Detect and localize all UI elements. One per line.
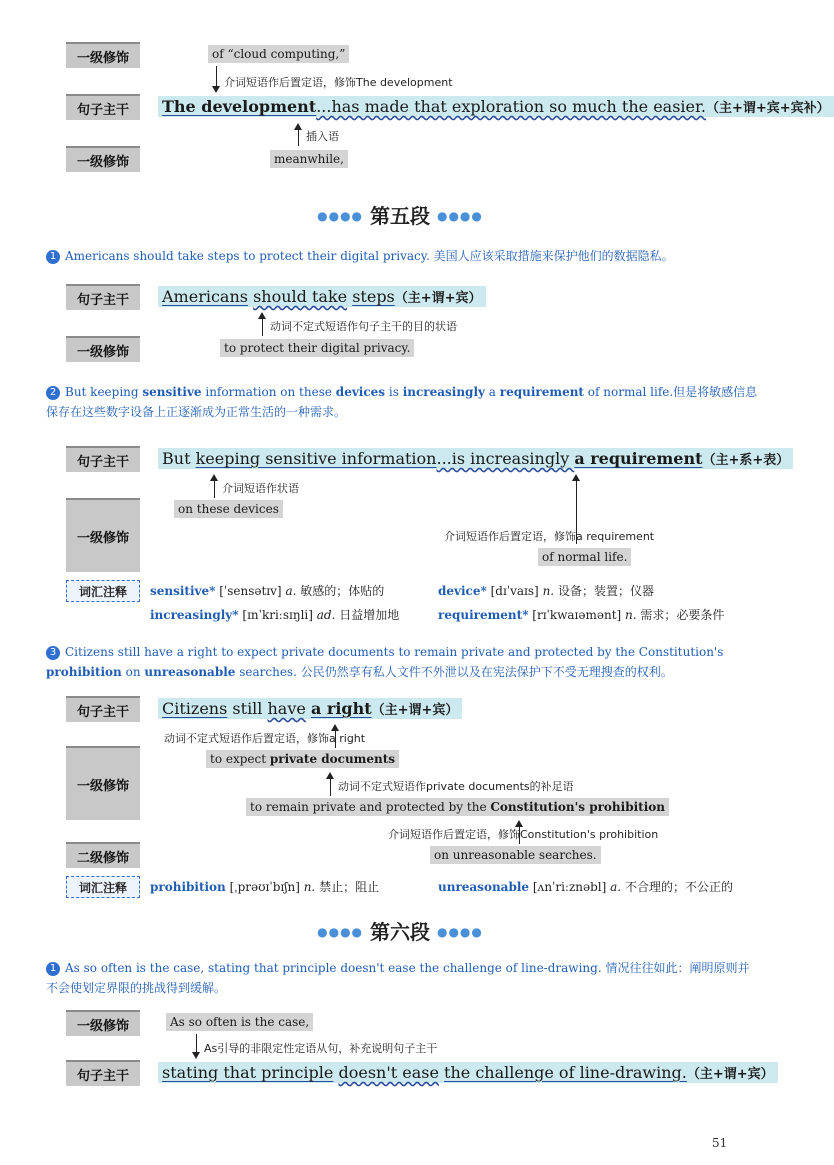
main-clause-sentence xyxy=(158,698,462,719)
modifier-as-so-often: As so often is the case, xyxy=(166,1013,313,1031)
modifier-of-normal-life: of normal life. xyxy=(538,548,631,566)
sentence-chinese: 情况往往如此：阐明原则并不 xyxy=(46,961,750,995)
label-main-clause: 句子主干 xyxy=(66,284,140,310)
sentence-1 xyxy=(46,958,760,998)
note-complement: 动词不定式短语作private documents的补足语 xyxy=(338,780,574,793)
vocab-word: requirement xyxy=(438,608,523,622)
vocab-pos: ad. xyxy=(316,608,336,622)
vocab-entry xyxy=(438,606,724,623)
main-clause-sentence xyxy=(158,1062,778,1083)
predicate: doesn't ease xyxy=(338,1063,439,1082)
decor-dots-right: ●●●● xyxy=(436,925,483,939)
conjunction: But xyxy=(162,449,196,468)
keyword: sensitive xyxy=(142,385,202,399)
keyword: devices xyxy=(335,385,386,399)
arrow-line xyxy=(298,128,299,146)
predicate: ...is increasingly xyxy=(436,449,575,468)
vocab-word: prohibition xyxy=(150,880,226,894)
label-first-level-modifier: 一级修饰 xyxy=(66,1010,140,1036)
label-main-clause: 句子主干 xyxy=(66,446,140,472)
keyword: prohibition xyxy=(46,665,122,679)
vocab-entry xyxy=(438,582,654,599)
modifier-of-cloud-computing: of “cloud computing,” xyxy=(208,45,349,63)
sentence-2 xyxy=(46,382,760,422)
sentence-english: Americans should take steps to protect their digital privacy. xyxy=(65,249,430,263)
vocab-definition: 不合理的；不公正的 xyxy=(624,880,733,894)
keyword: Constitution's prohibition xyxy=(490,800,665,814)
text-fragment: on xyxy=(121,665,145,679)
vocab-pos: a. xyxy=(285,584,297,598)
decor-dots-left: ●●●● xyxy=(317,925,364,939)
arrow-down-icon xyxy=(192,1052,200,1059)
modifier-on-these-devices: on these devices xyxy=(174,500,283,518)
vocab-mark: * xyxy=(480,584,487,598)
sentence-pattern: （主+谓+宾+宾补） xyxy=(705,101,830,116)
predicate: ...has made that exploration so much the easier. xyxy=(316,97,706,116)
object: steps xyxy=(352,287,395,306)
adverb: still xyxy=(232,699,268,718)
arrow-line xyxy=(196,1034,197,1054)
vocab-ipa: [rɪˈkwaɪəmənt] xyxy=(532,608,622,622)
sentence-chinese: 公民仍然享有私人文件不外泄以及在宪法保护下不受无理搜查的权利。 xyxy=(300,665,673,679)
note-adverbial: 介词短语作状语 xyxy=(222,482,299,495)
vocab-pos: n. xyxy=(303,880,316,894)
vocab-entry xyxy=(150,606,399,623)
main-clause-sentence xyxy=(158,286,486,307)
text-fragment: information on these xyxy=(201,385,336,399)
vocab-pos: n. xyxy=(542,584,555,598)
main-clause-sentence xyxy=(158,96,834,117)
text-fragment: is xyxy=(385,385,403,399)
label-first-level-modifier: 一级修饰 xyxy=(66,746,140,820)
vocab-entry xyxy=(150,582,384,599)
vocab-word: sensitive xyxy=(150,584,210,598)
text-fragment: But keeping xyxy=(65,385,143,399)
label-first-level-modifier: 一级修饰 xyxy=(66,498,140,572)
keyword: requirement xyxy=(499,385,584,399)
note-parenthesis: 插入语 xyxy=(306,130,339,143)
subject: keeping sensitive information xyxy=(195,449,437,468)
label-second-level-modifier: 二级修饰 xyxy=(66,842,140,868)
object: the challenge of line-drawing. xyxy=(444,1063,687,1082)
vocab-entry xyxy=(150,878,379,895)
subject: The development xyxy=(162,97,317,116)
subject: Citizens xyxy=(162,699,228,718)
section-6-heading xyxy=(0,916,800,945)
vocab-ipa: [dɪˈvaɪs] xyxy=(490,584,539,598)
text-fragment: Citizens still have a right to expect private documents to remain private and protected by the Constitution's xyxy=(65,645,724,659)
note-postmodifier: 介词短语作后置定语，修饰a requirement xyxy=(444,530,655,543)
text-fragment: to expect xyxy=(210,752,270,766)
text-fragment: searches. xyxy=(235,665,297,679)
vocab-entry xyxy=(438,878,733,895)
vocab-ipa: [ˈsensətɪv] xyxy=(219,584,282,598)
sentence-chinese: 美国人应该采取措施来保护他们的数据隐私。 xyxy=(433,249,674,263)
arrow-line xyxy=(214,480,215,498)
section-5-heading xyxy=(0,200,800,229)
keyword: unreasonable xyxy=(144,665,236,679)
label-first-level-modifier: 一级修饰 xyxy=(66,336,140,362)
predicate: should take xyxy=(253,287,348,306)
label-main-clause: 句子主干 xyxy=(66,1060,140,1086)
label-first-level-modifier: 一级修饰 xyxy=(66,42,140,68)
vocab-mark: * xyxy=(209,584,216,598)
vocab-definition: 禁止；阻止 xyxy=(319,880,380,894)
object: a right xyxy=(310,699,372,718)
note-purpose-adverbial: 动词不定式短语作句子主干的目的状语 xyxy=(270,320,457,333)
vocab-definition: 需求；必要条件 xyxy=(640,608,725,622)
vocab-ipa: [ˌprəʊɪˈbɪʃn] xyxy=(229,880,300,894)
vocab-word: unreasonable xyxy=(438,880,530,894)
vocab-ipa: [ʌnˈriːznəbl] xyxy=(532,880,607,894)
decor-dots-left: ●●●● xyxy=(317,209,364,223)
vocab-definition: 日益增加地 xyxy=(339,608,400,622)
vocab-pos: a. xyxy=(610,880,622,894)
text-fragment: to remain private and protected by the xyxy=(250,800,491,814)
decor-dots-right: ●●●● xyxy=(436,209,483,223)
vocab-word: increasingly xyxy=(150,608,233,622)
note-postmodifier: 介词短语作后置定语，修饰The development xyxy=(224,76,453,89)
modifier-to-remain xyxy=(246,798,669,816)
sentence-number-badge: 1 xyxy=(46,962,60,976)
predicative: a requirement xyxy=(574,449,703,468)
vocab-definition: 设备；装置；仪器 xyxy=(557,584,654,598)
modifier-on-unreasonable-searches: on unreasonable searches. xyxy=(430,846,601,864)
text-fragment: a xyxy=(484,385,500,399)
modifier-meanwhile: meanwhile, xyxy=(270,150,348,168)
label-vocabulary: 词汇注释 xyxy=(66,580,140,602)
sentence-number-badge: 3 xyxy=(46,646,60,660)
main-clause-sentence xyxy=(158,448,793,469)
arrow-down-icon xyxy=(212,86,220,93)
note-postmodifier: 动词不定式短语作后置定语，修饰a right xyxy=(164,732,366,745)
sentence-pattern: （主+系+表） xyxy=(702,453,790,468)
sentence-chinese: 但是将敏感信息保存在这些数字设备上正逐渐成为正常生活的一种需求。 xyxy=(46,385,758,419)
note-postmodifier: 介词短语作后置定语，修饰Constitution's prohibition xyxy=(388,828,659,841)
predicate: have xyxy=(267,699,306,718)
sentence-1 xyxy=(46,246,756,266)
vocab-ipa: [ɪnˈkriːsɪŋli] xyxy=(242,608,313,622)
vocab-word: device xyxy=(438,584,481,598)
vocab-mark: * xyxy=(232,608,239,622)
vocab-mark: * xyxy=(522,608,529,622)
modifier-to-protect: to protect their digital privacy. xyxy=(220,339,414,357)
keyword: increasingly xyxy=(402,385,485,399)
sentence-number-badge: 2 xyxy=(46,386,60,400)
section-title: 第六段 xyxy=(370,920,430,944)
sentence-number-badge: 1 xyxy=(46,250,60,264)
arrow-line xyxy=(216,66,217,86)
sentence-pattern: （主+谓+宾） xyxy=(371,703,459,718)
label-main-clause: 句子主干 xyxy=(66,696,140,722)
arrow-line xyxy=(262,318,263,336)
label-main-clause: 句子主干 xyxy=(66,94,140,120)
vocab-definition: 敏感的；体贴的 xyxy=(300,584,385,598)
sentence-pattern: （主+谓+宾） xyxy=(394,291,482,306)
note-nonrestrictive-clause: As引导的非限定性定语从句，补充说明句子主干 xyxy=(204,1042,438,1055)
text-fragment: of normal life. xyxy=(583,385,674,399)
vocab-pos: n. xyxy=(625,608,637,622)
arrow-line xyxy=(330,778,331,796)
modifier-to-expect xyxy=(206,750,399,768)
label-vocabulary: 词汇注释 xyxy=(66,876,140,898)
sentence-pattern: （主+谓+宾） xyxy=(686,1067,774,1082)
sentence-3 xyxy=(46,642,760,682)
label-first-level-modifier: 一级修饰 xyxy=(66,146,140,172)
sentence-english: As so often is the case, stating that principle doesn't ease the challenge of line-drawing. xyxy=(65,961,602,975)
subject: Americans xyxy=(162,287,248,306)
page-number: 51 xyxy=(712,1136,728,1150)
subject: stating that principle xyxy=(162,1063,334,1082)
section-title: 第五段 xyxy=(370,204,430,228)
sentence-chinese: 会使划定界限的挑战得到缓解。 xyxy=(58,981,227,995)
keyword: private documents xyxy=(269,752,396,766)
